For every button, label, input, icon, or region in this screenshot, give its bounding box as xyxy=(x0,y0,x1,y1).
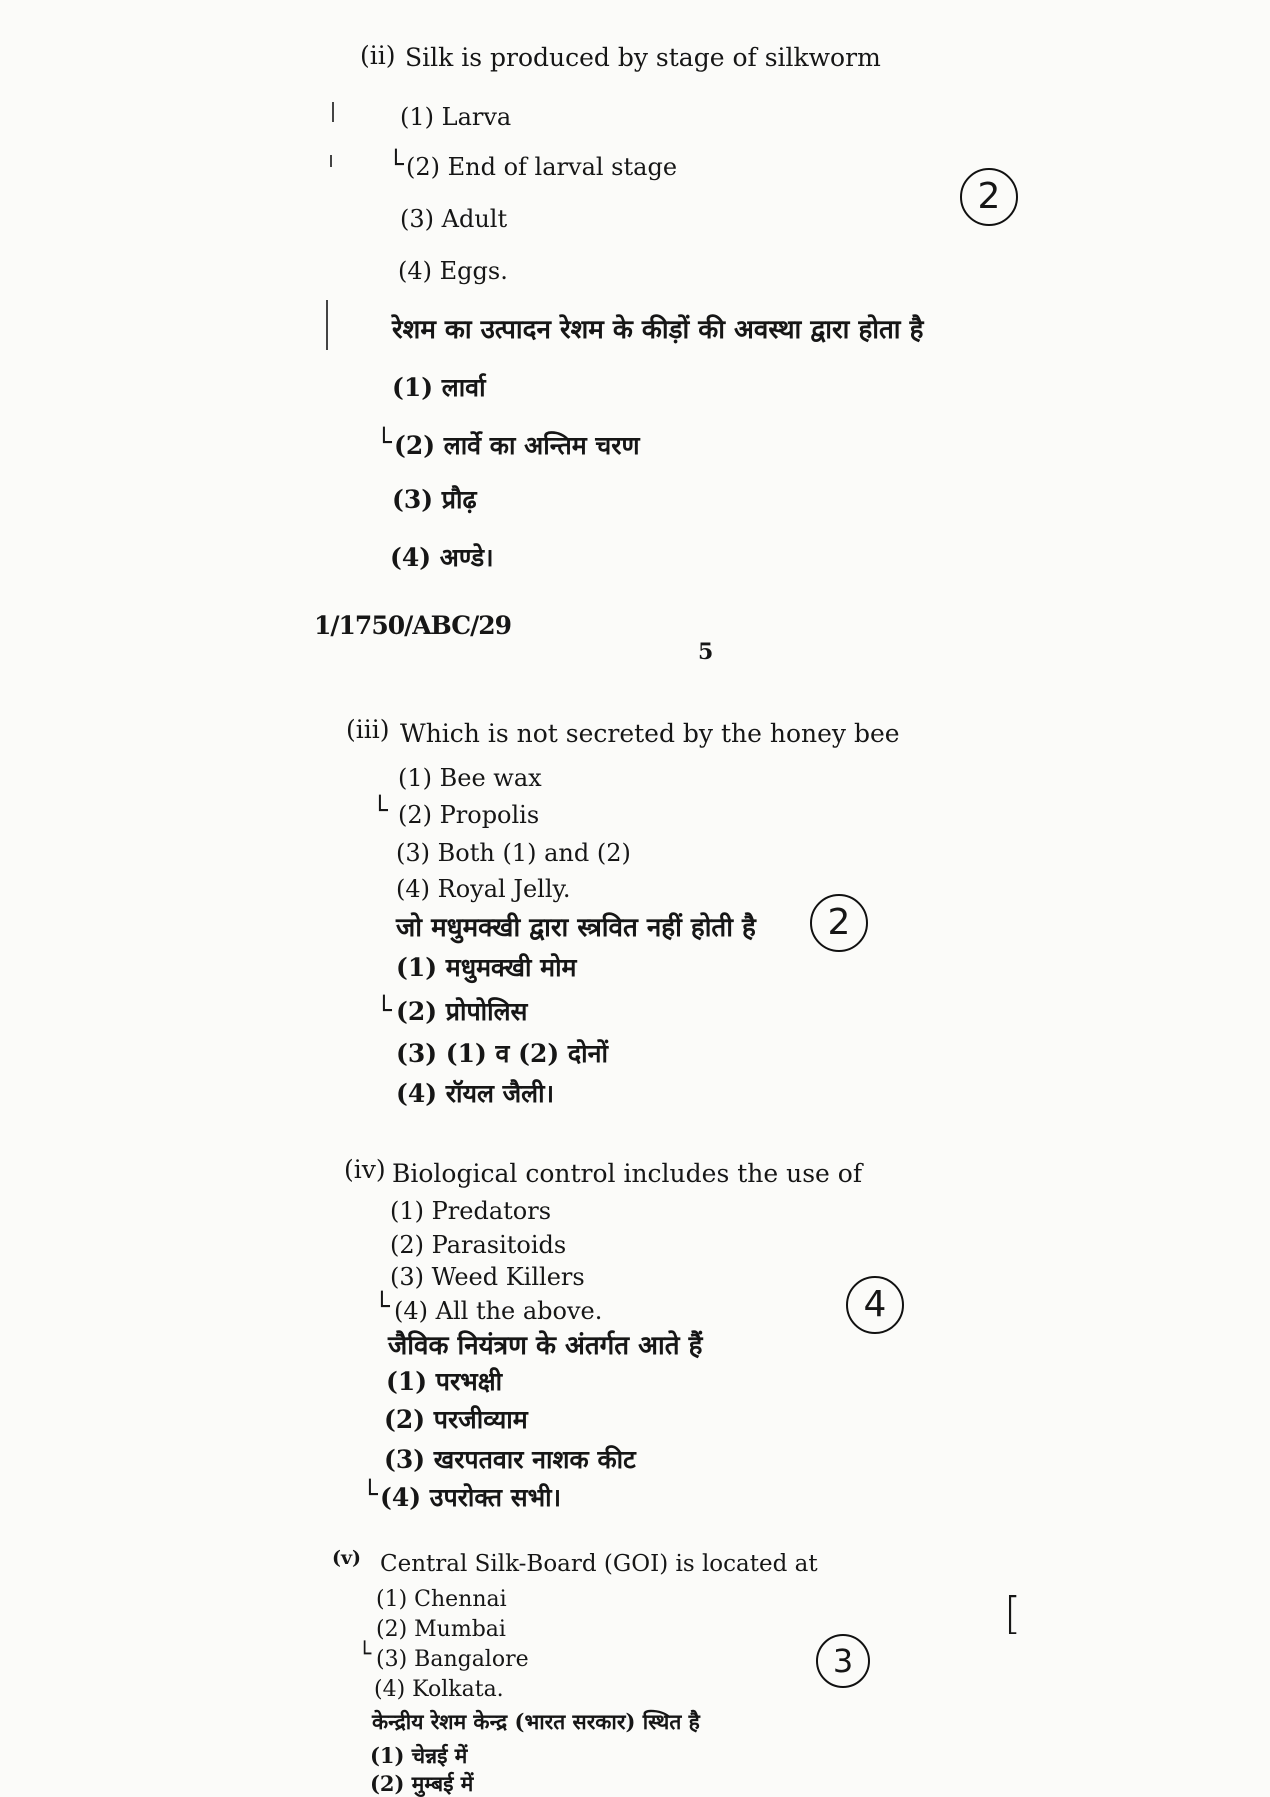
q4-hindi-option-2: (2) परजीव्याम xyxy=(384,1405,528,1434)
q2-number: (ii) xyxy=(360,41,396,70)
q2-hindi-option-3: (3) प्रौढ़ xyxy=(392,485,477,514)
q2-text: Silk is produced by stage of silkworm xyxy=(405,43,881,72)
q4-number: (iv) xyxy=(344,1155,386,1184)
q2-option-1: (1) Larva xyxy=(400,103,512,131)
page-number: 5 xyxy=(698,639,714,665)
q5-option-4: (4) Kolkata. xyxy=(374,1677,504,1702)
tick-mark-icon: └ xyxy=(362,1480,378,1510)
q5-hindi-text: केन्द्रीय रेशम केन्द्र (भारत सरकार) स्थित है xyxy=(372,1709,700,1734)
margin-mark xyxy=(330,155,332,167)
q3-hindi-option-3: (3) (1) व (2) दोनों xyxy=(396,1039,608,1068)
margin-mark xyxy=(332,102,334,122)
tick-mark-icon: └ xyxy=(388,150,404,180)
q4-text: Biological control includes the use of xyxy=(392,1159,863,1188)
q4-answer-circle: 4 xyxy=(846,1276,904,1334)
q5-number: (v) xyxy=(332,1547,362,1569)
q5-hindi-option-2: (2) मुम्बई में xyxy=(370,1771,474,1796)
q2-hindi-option-2: (2) लार्वे का अन्तिम चरण xyxy=(394,431,640,460)
q3-text: Which is not secreted by the honey bee xyxy=(400,719,900,748)
q3-option-1: (1) Bee wax xyxy=(398,764,542,792)
tick-mark-icon: └ xyxy=(358,1642,372,1667)
q5-option-2: (2) Mumbai xyxy=(376,1617,506,1642)
q4-hindi-option-4: (4) उपरोक्त सभी। xyxy=(380,1483,562,1512)
tick-mark-icon: └ xyxy=(376,996,392,1026)
q4-hindi-text: जैविक नियंत्रण के अंतर्गत आते हैं xyxy=(388,1331,703,1361)
q4-hindi-option-3: (3) खरपतवार नाशक कीट xyxy=(384,1445,636,1474)
q4-option-1: (1) Predators xyxy=(390,1197,552,1225)
q2-hindi-option-1: (1) लार्वा xyxy=(392,373,486,402)
q4-option-2: (2) Parasitoids xyxy=(390,1231,567,1259)
q5-option-3: (3) Bangalore xyxy=(376,1647,529,1672)
q3-option-3: (3) Both (1) and (2) xyxy=(396,839,631,867)
tick-mark-icon: └ xyxy=(372,796,388,826)
q5-hindi-option-1: (1) चेन्नई में xyxy=(370,1743,468,1768)
q3-option-2: (2) Propolis xyxy=(398,801,540,829)
q2-option-4: (4) Eggs. xyxy=(398,257,508,285)
q4-option-4: (4) All the above. xyxy=(394,1297,603,1325)
q2-hindi-option-4: (4) अण्डे। xyxy=(390,543,494,572)
q3-number: (iii) xyxy=(346,715,390,744)
tick-mark-icon: └ xyxy=(376,428,392,458)
margin-mark xyxy=(326,300,328,350)
paper-code: 1/1750/ABC/29 xyxy=(314,611,512,640)
q3-option-4: (4) Royal Jelly. xyxy=(396,875,571,903)
q3-hindi-option-4: (4) रॉयल जैली। xyxy=(396,1079,555,1108)
q3-answer-circle: 2 xyxy=(810,894,868,952)
q3-hindi-text: जो मधुमक्खी द्वारा स्त्रवित नहीं होती है xyxy=(396,913,756,943)
q2-hindi-text: रेशम का उत्पादन रेशम के कीड़ों की अवस्था द्वारा होता है xyxy=(392,315,924,345)
q5-answer-circle: 3 xyxy=(816,1634,870,1688)
q4-hindi-option-1: (1) परभक्षी xyxy=(386,1367,503,1396)
q3-hindi-option-1: (1) मधुमक्खी मोम xyxy=(396,953,577,982)
q5-text: Central Silk-Board (GOI) is located at xyxy=(380,1551,818,1577)
bracket-mark: [ xyxy=(1004,1588,1022,1639)
q3-hindi-option-2: (2) प्रोपोलिस xyxy=(396,997,528,1026)
q2-option-3: (3) Adult xyxy=(400,205,508,233)
q5-option-1: (1) Chennai xyxy=(376,1587,507,1612)
tick-mark-icon: └ xyxy=(374,1292,390,1322)
q4-option-3: (3) Weed Killers xyxy=(390,1263,585,1291)
q2-answer-circle: 2 xyxy=(960,168,1018,226)
q2-option-2: (2) End of larval stage xyxy=(406,153,678,181)
